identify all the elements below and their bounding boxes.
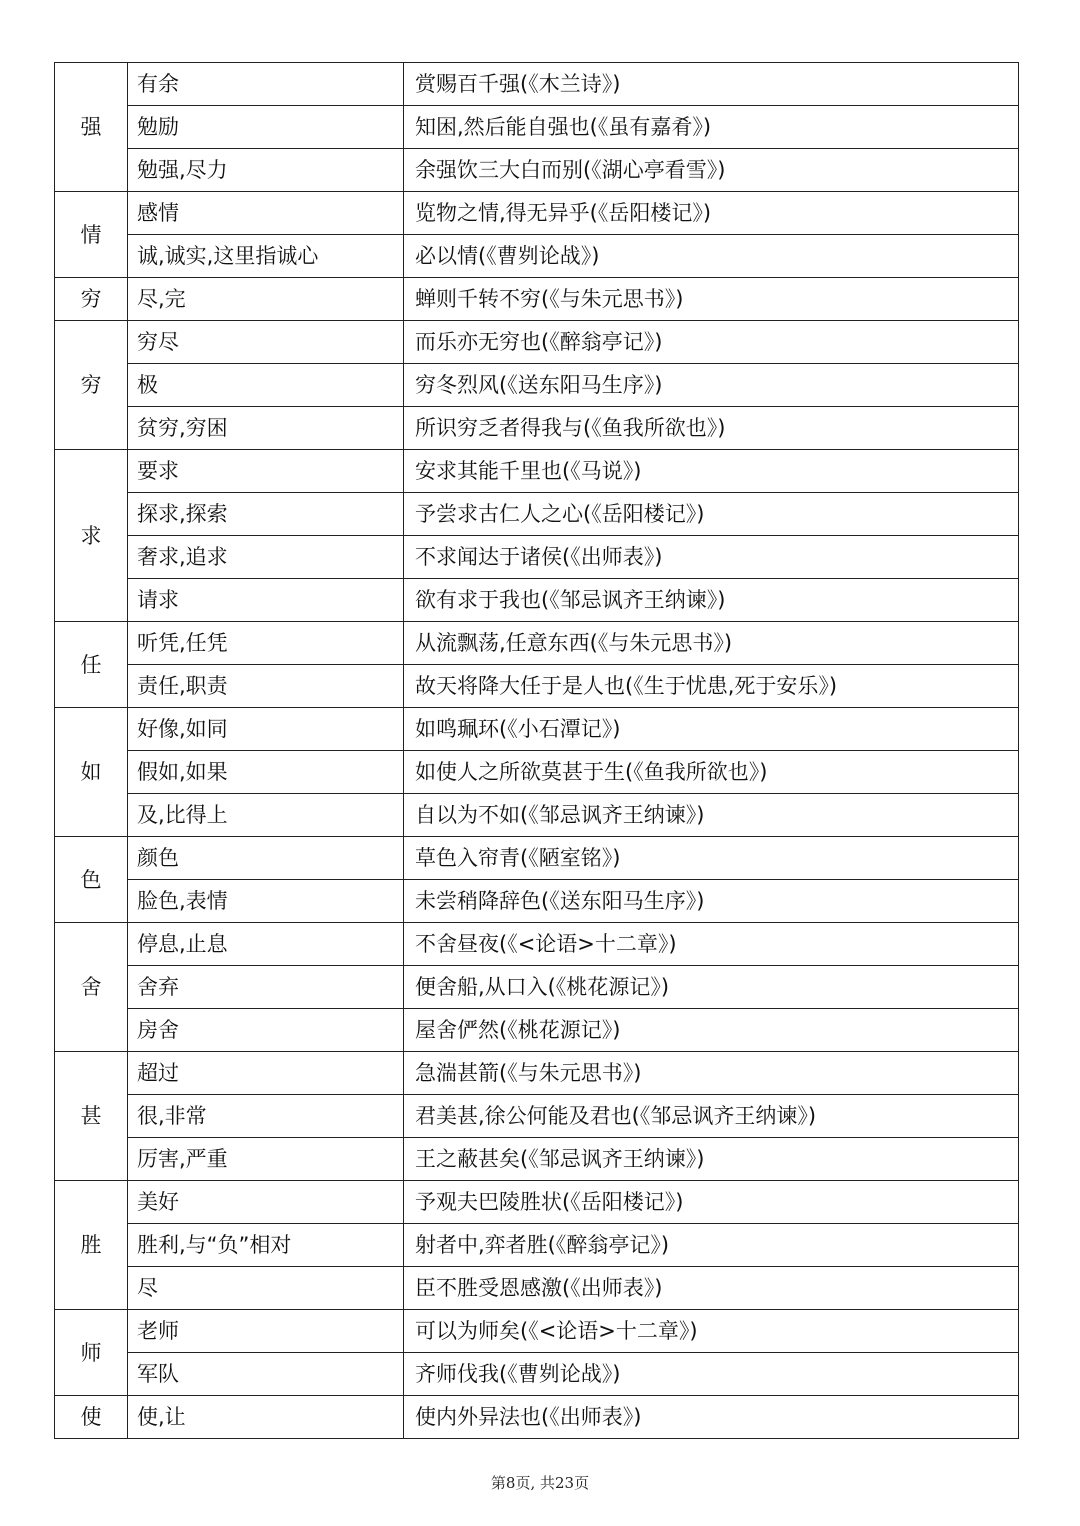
headword-cell: 使: [55, 1396, 128, 1439]
meaning-cell: 颜色: [128, 837, 404, 880]
table-row: [55, 1181, 1019, 1224]
meaning-cell: 军队: [128, 1353, 404, 1396]
table-row: [55, 1052, 1019, 1095]
table-row: [55, 493, 1019, 536]
example-cell: 草色入帘青(《陋室铭》): [404, 837, 1019, 880]
table-row: [55, 450, 1019, 493]
table-row: [55, 1009, 1019, 1052]
example-cell: 而乐亦无穷也(《醉翁亭记》): [404, 321, 1019, 364]
example-cell: 便舍船,从口入(《桃花源记》): [404, 966, 1019, 1009]
example-cell: 自以为不如(《邹忌讽齐王纳谏》): [404, 794, 1019, 837]
meaning-cell: 舍弃: [128, 966, 404, 1009]
table-row: [55, 880, 1019, 923]
meaning-cell: 尽: [128, 1267, 404, 1310]
example-cell: 从流飘荡,任意东西(《与朱元思书》): [404, 622, 1019, 665]
example-cell: 君美甚,徐公何能及君也(《邹忌讽齐王纳谏》): [404, 1095, 1019, 1138]
meaning-cell: 穷尽: [128, 321, 404, 364]
meaning-cell: 勉励: [128, 106, 404, 149]
example-cell: 急湍甚箭(《与朱元思书》): [404, 1052, 1019, 1095]
headword-cell: 强: [55, 63, 128, 192]
meaning-cell: 美好: [128, 1181, 404, 1224]
meaning-cell: 要求: [128, 450, 404, 493]
meaning-cell: 勉强,尽力: [128, 149, 404, 192]
meaning-cell: 停息,止息: [128, 923, 404, 966]
headword-cell: 求: [55, 450, 128, 622]
meaning-cell: 感情: [128, 192, 404, 235]
table-row: [55, 665, 1019, 708]
example-cell: 必以情(《曹刿论战》): [404, 235, 1019, 278]
example-cell: 王之蔽甚矣(《邹忌讽齐王纳谏》): [404, 1138, 1019, 1181]
example-cell: 如使人之所欲莫甚于生(《鱼我所欲也》): [404, 751, 1019, 794]
table-row: [55, 923, 1019, 966]
table-row: [55, 1267, 1019, 1310]
vocabulary-table-body: [55, 63, 1019, 1439]
table-row: [55, 63, 1019, 106]
example-cell: 可以为师矣(《<论语>十二章》): [404, 1310, 1019, 1353]
meaning-cell: 贫穷,穷困: [128, 407, 404, 450]
example-cell: 予观夫巴陵胜状(《岳阳楼记》): [404, 1181, 1019, 1224]
meaning-cell: 请求: [128, 579, 404, 622]
example-cell: 齐师伐我(《曹刿论战》): [404, 1353, 1019, 1396]
headword-cell: 胜: [55, 1181, 128, 1310]
table-row: [55, 536, 1019, 579]
meaning-cell: 老师: [128, 1310, 404, 1353]
example-cell: 臣不胜受恩感激(《出师表》): [404, 1267, 1019, 1310]
example-cell: 安求其能千里也(《马说》): [404, 450, 1019, 493]
example-cell: 使内外异法也(《出师表》): [404, 1396, 1019, 1439]
example-cell: 屋舍俨然(《桃花源记》): [404, 1009, 1019, 1052]
headword-cell: 任: [55, 622, 128, 708]
example-cell: 所识穷乏者得我与(《鱼我所欲也》): [404, 407, 1019, 450]
table-row: [55, 278, 1019, 321]
example-cell: 欲有求于我也(《邹忌讽齐王纳谏》): [404, 579, 1019, 622]
meaning-cell: 探求,探索: [128, 493, 404, 536]
table-row: [55, 1353, 1019, 1396]
example-cell: 予尝求古仁人之心(《岳阳楼记》): [404, 493, 1019, 536]
example-cell: 不求闻达于诸侯(《出师表》): [404, 536, 1019, 579]
table-row: [55, 622, 1019, 665]
meaning-cell: 脸色,表情: [128, 880, 404, 923]
meaning-cell: 尽,完: [128, 278, 404, 321]
meaning-cell: 胜利,与“负”相对: [128, 1224, 404, 1267]
headword-cell: 穷: [55, 278, 128, 321]
table-row: [55, 1224, 1019, 1267]
headword-cell: 师: [55, 1310, 128, 1396]
example-cell: 蝉则千转不穷(《与朱元思书》): [404, 278, 1019, 321]
headword-cell: 色: [55, 837, 128, 923]
headword-cell: 甚: [55, 1052, 128, 1181]
table-row: [55, 966, 1019, 1009]
vocabulary-table: [54, 62, 1019, 1439]
headword-cell: 穷: [55, 321, 128, 450]
table-row: [55, 1095, 1019, 1138]
example-cell: 穷冬烈风(《送东阳马生序》): [404, 364, 1019, 407]
table-row: [55, 192, 1019, 235]
meaning-cell: 有余: [128, 63, 404, 106]
table-row: [55, 364, 1019, 407]
headword-cell: 舍: [55, 923, 128, 1052]
table-row: [55, 1310, 1019, 1353]
meaning-cell: 及,比得上: [128, 794, 404, 837]
example-cell: 览物之情,得无异乎(《岳阳楼记》): [404, 192, 1019, 235]
meaning-cell: 假如,如果: [128, 751, 404, 794]
meaning-cell: 责任,职责: [128, 665, 404, 708]
meaning-cell: 诚,诚实,这里指诚心: [128, 235, 404, 278]
example-cell: 赏赐百千强(《木兰诗》): [404, 63, 1019, 106]
headword-cell: 情: [55, 192, 128, 278]
meaning-cell: 很,非常: [128, 1095, 404, 1138]
table-row: [55, 149, 1019, 192]
example-cell: 如鸣珮环(《小石潭记》): [404, 708, 1019, 751]
headword-cell: 如: [55, 708, 128, 837]
meaning-cell: 奢求,追求: [128, 536, 404, 579]
table-row: [55, 579, 1019, 622]
page-footer: 第8页, 共23页: [490, 1474, 590, 1492]
table-row: [55, 751, 1019, 794]
example-cell: 未尝稍降辞色(《送东阳马生序》): [404, 880, 1019, 923]
table-row: [55, 106, 1019, 149]
table-row: [55, 235, 1019, 278]
example-cell: 射者中,弈者胜(《醉翁亭记》): [404, 1224, 1019, 1267]
example-cell: 余强饮三大白而别(《湖心亭看雪》): [404, 149, 1019, 192]
meaning-cell: 超过: [128, 1052, 404, 1095]
example-cell: 知困,然后能自强也(《虽有嘉肴》): [404, 106, 1019, 149]
table-row: [55, 321, 1019, 364]
meaning-cell: 好像,如同: [128, 708, 404, 751]
table-row: [55, 1396, 1019, 1439]
table-row: [55, 837, 1019, 880]
table-row: [55, 1138, 1019, 1181]
example-cell: 故天将降大任于是人也(《生于忧患,死于安乐》): [404, 665, 1019, 708]
meaning-cell: 听凭,任凭: [128, 622, 404, 665]
meaning-cell: 厉害,严重: [128, 1138, 404, 1181]
table-row: [55, 708, 1019, 751]
meaning-cell: 使,让: [128, 1396, 404, 1439]
example-cell: 不舍昼夜(《<论语>十二章》): [404, 923, 1019, 966]
table-row: [55, 794, 1019, 837]
meaning-cell: 房舍: [128, 1009, 404, 1052]
table-row: [55, 407, 1019, 450]
meaning-cell: 极: [128, 364, 404, 407]
